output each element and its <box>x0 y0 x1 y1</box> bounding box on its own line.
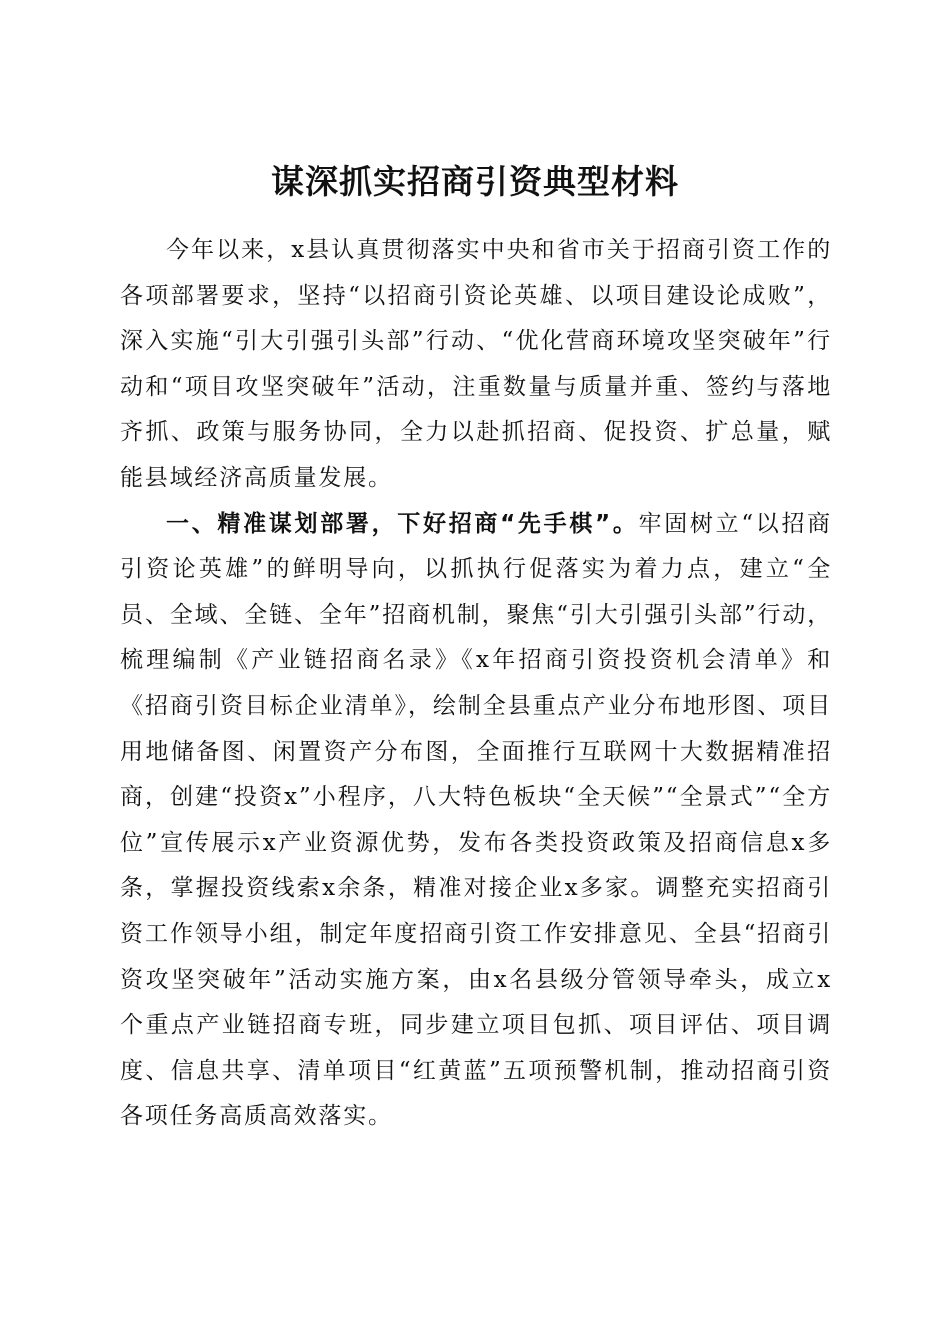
intro-paragraph-text: 今年以来，x县认真贯彻落实中央和省市关于招商引资工作的各项部署要求，坚持“以招商引资论英雄、以项目建设论成败”，深入实施“引大引强引头部”行动、“优化营商环境攻坚突破年”行动和“项目攻坚突破年”活动，注重数量与质量并重、签约与落地齐抓、政策与服务协同，全力以赴抓招商、促投资、扩总量，赋能县域经济高质量发展。 <box>120 237 832 491</box>
section-one-heading: 一、精准谋划部署，下好招商“先手棋”。 <box>166 510 639 537</box>
section-one-text: 牢固树立“以招商引资论英雄”的鲜明导向，以抓执行促落实为着力点，建立“全员、全域、全链、全年”招商机制，聚焦“引大引强引头部”行动，梳理编制《产业链招商名录》《x年招商引资投资机会清单》和《招商引资目标企业清单》，绘制全县重点产业分布地形图、项目用地储备图、闲置资产分布图，全面推行互联网十大数据精准招商，创建“投资x”小程序，八大特色板块“全天候”“全景式”“全方位”宣传展示x产业资源优势，发布各类投资政策及招商信息x多条，掌握投资线索x余条，精准对接企业x多家。调整充实招商引资工作领导小组，制定年度招商引资工作安排意见、全县“招商引资攻坚突破年”活动实施方案，由x名县级分管领导牵头，成立x个重点产业链招商专班，同步建立项目包抓、项目评估、项目调度、信息共享、清单项目“红黄蓝”五项预警机制，推动招商引资各项任务高质高效落实。 <box>120 510 832 1130</box>
section-one-paragraph <box>120 502 832 1140</box>
intro-paragraph <box>120 228 832 502</box>
document-body <box>120 228 832 1140</box>
document-title: 谋深抓实招商引资典型材料 <box>271 162 679 202</box>
